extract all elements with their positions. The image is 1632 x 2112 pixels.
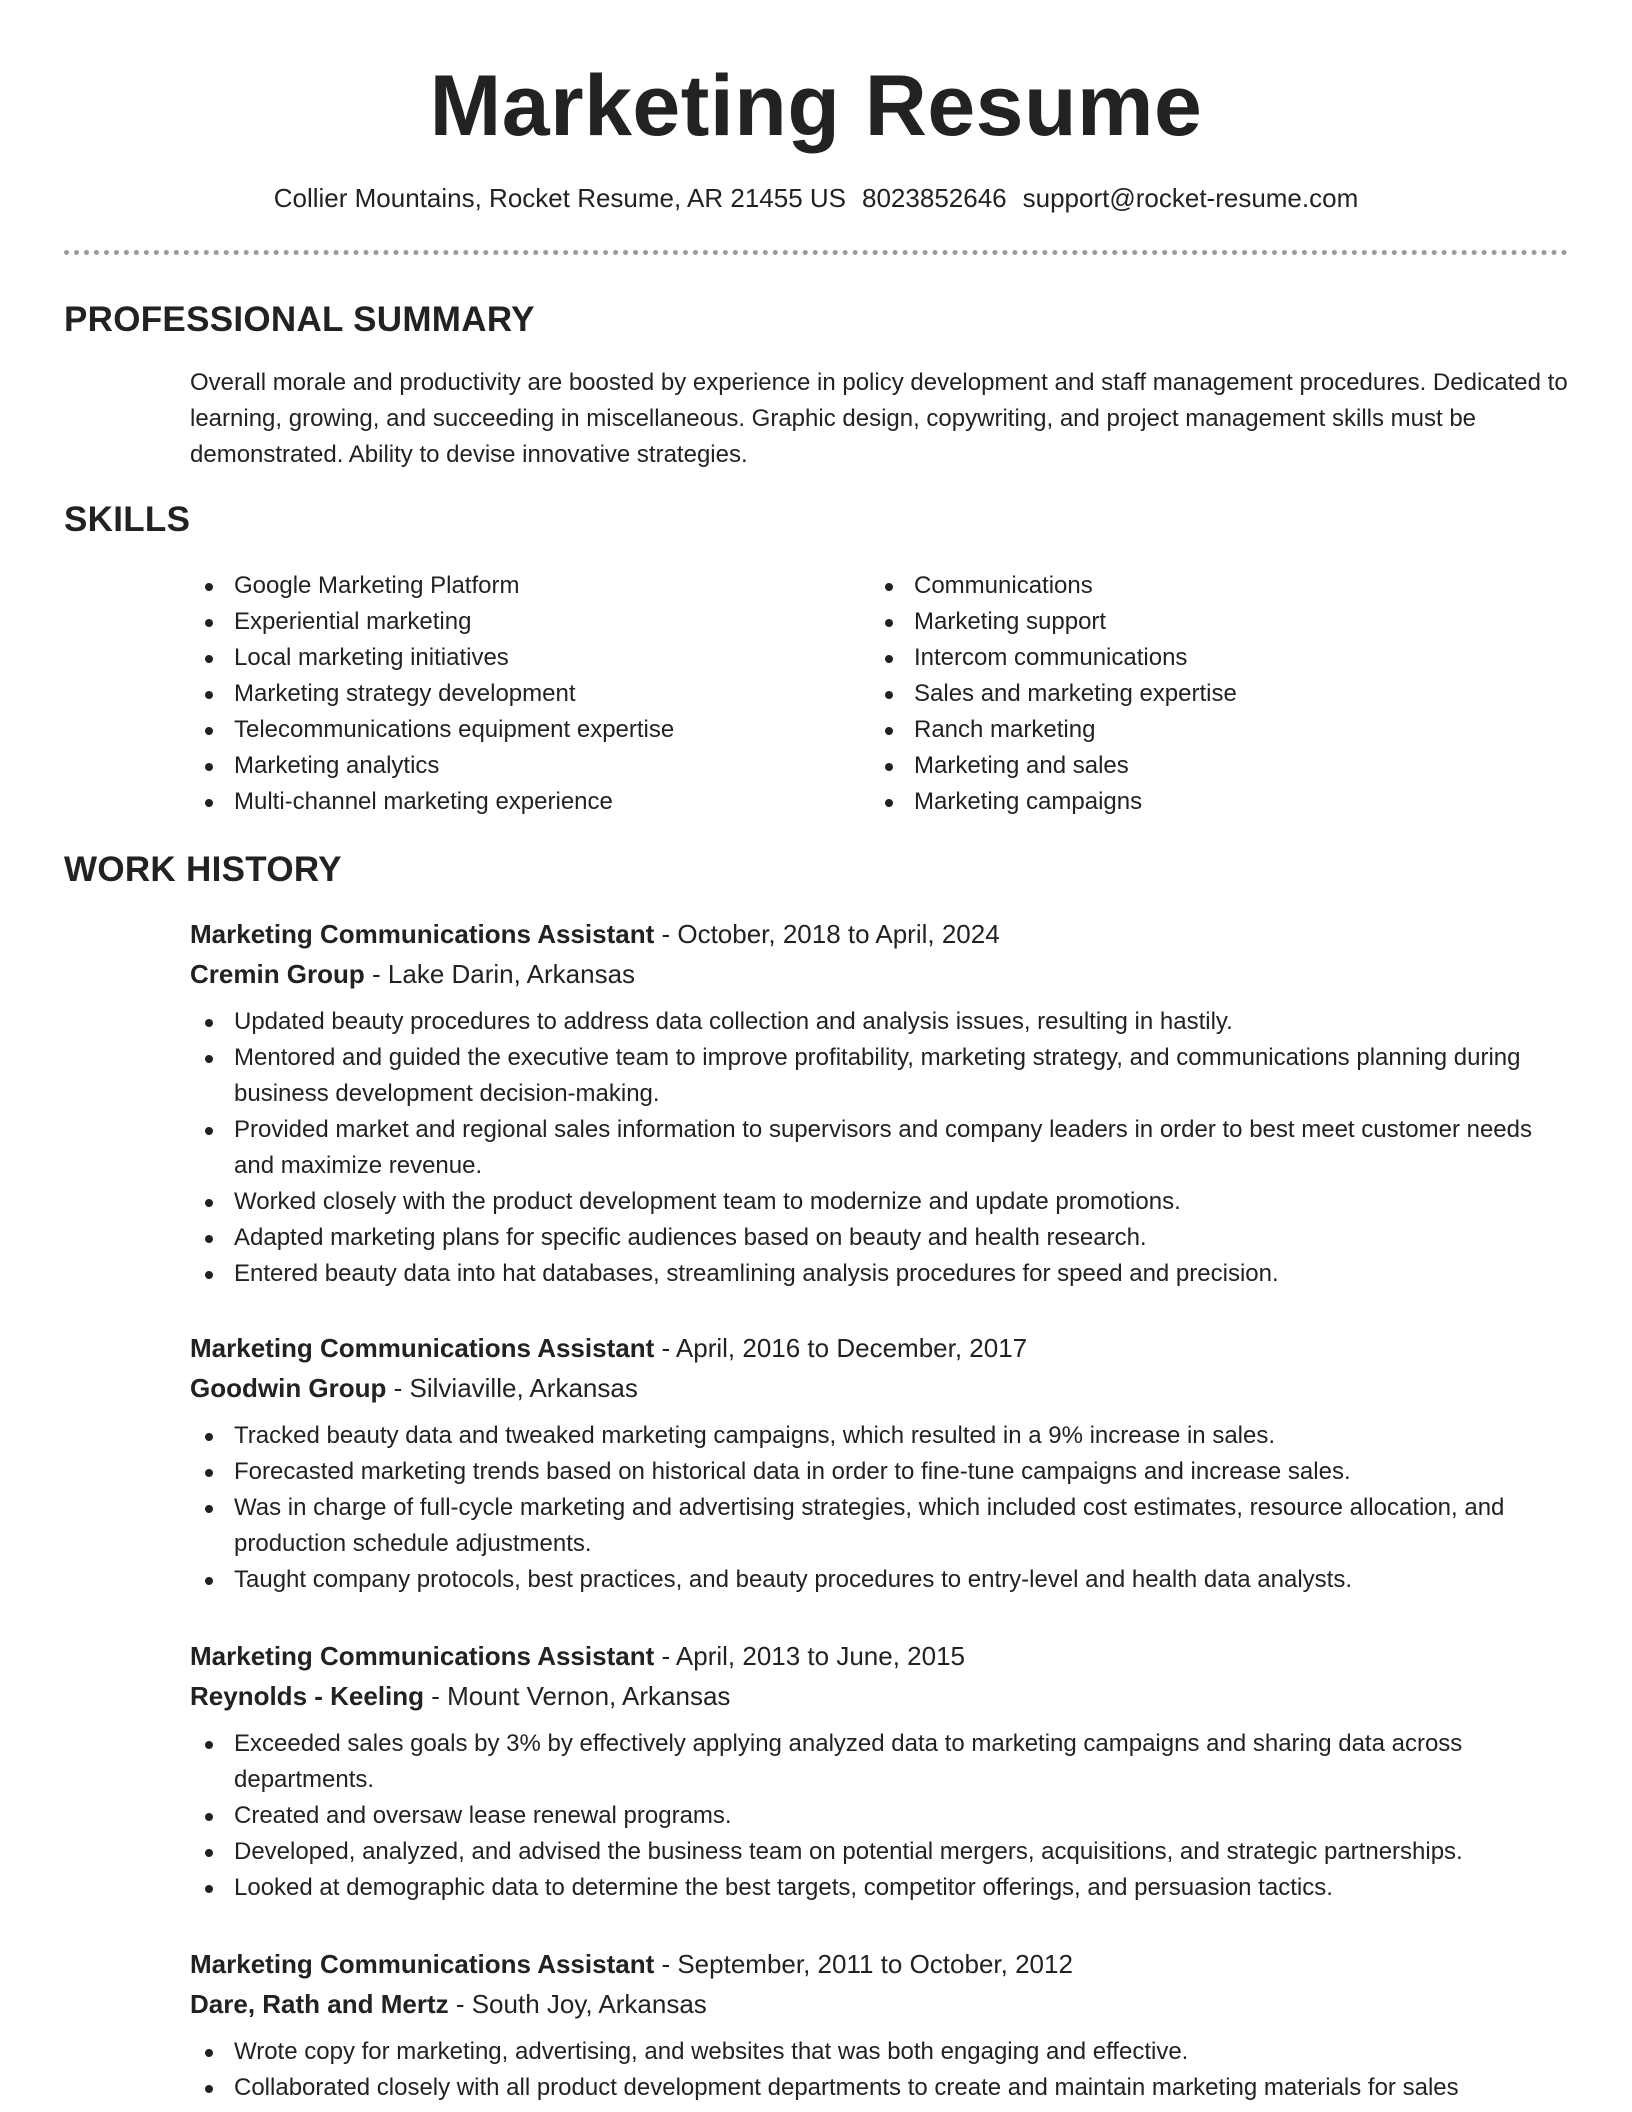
- skill-item: Telecommunications equipment expertise: [234, 712, 874, 748]
- skill-item: Intercom communications: [914, 640, 1554, 676]
- contact-address: Collier Mountains, Rocket Resume, AR 21455 US: [273, 183, 847, 213]
- job-company-line: [190, 1368, 1570, 1408]
- job-bullet: Was in charge of full-cycle marketing and advertising strategies, which included cost estimates, resource allocation, and production schedule adjustments.: [234, 1490, 1570, 1562]
- job-bullet: Adapted marketing plans for specific audiences based on beauty and health research.: [234, 1220, 1570, 1256]
- job-bullet: Developed, analyzed, and advised the business team on potential mergers, acquisitions, and strategic partnerships.: [234, 1834, 1570, 1870]
- resume-name: Marketing Resume: [429, 58, 1203, 154]
- job-role: Marketing Communications Assistant: [190, 919, 655, 949]
- skill-item: Multi-channel marketing experience: [234, 784, 874, 820]
- job-bullet: Mentored and guided the executive team to improve profitability, marketing strategy, and communications planning during business development decision-making.: [234, 1040, 1570, 1112]
- summary-text: Overall morale and productivity are boosted by experience in policy development and staff management procedures. Dedicated to learning, growing, and succeeding in miscellaneous. Graphic design, copywriting, and project management skills must be demonstrated. Ability to devise innovative strategies.: [190, 369, 1568, 468]
- skill-item: Google Marketing Platform: [234, 568, 874, 604]
- contact-line: [64, 180, 1568, 216]
- job-bullet: Taught company protocols, best practices, and beauty procedures to entry-level and health data analysts.: [234, 1562, 1570, 1598]
- job-bullet: Exceeded sales goals by 3% by effectively applying analyzed data to marketing campaigns and sharing data across departments.: [234, 1726, 1570, 1798]
- job-location: - Lake Darin, Arkansas: [364, 959, 636, 989]
- skills-list-right: [870, 568, 1554, 820]
- job-entry: [190, 1944, 1570, 2106]
- job-bullet: Tracked beauty data and tweaked marketing campaigns, which resulted in a 9% increase in sales.: [234, 1418, 1570, 1454]
- job-bullet: Forecasted marketing trends based on historical data in order to fine-tune campaigns and increase sales.: [234, 1454, 1570, 1490]
- skill-item: Marketing strategy development: [234, 676, 874, 712]
- job-dates: - April, 2013 to June, 2015: [654, 1641, 966, 1671]
- job-dates: - October, 2018 to April, 2024: [654, 919, 1000, 949]
- contact-phone: 8023852646: [862, 183, 1007, 213]
- header-divider: [64, 250, 1568, 255]
- job-role: Marketing Communications Assistant: [190, 1949, 655, 1979]
- job-bullets: [190, 2034, 1570, 2106]
- job-dates: - September, 2011 to October, 2012: [654, 1949, 1073, 1979]
- job-company: Reynolds - Keeling: [190, 1681, 425, 1711]
- skill-item: Marketing campaigns: [914, 784, 1554, 820]
- job-bullet: Updated beauty procedures to address data collection and analysis issues, resulting in hastily.: [234, 1004, 1570, 1040]
- skill-item: Marketing analytics: [234, 748, 874, 784]
- job-location: - South Joy, Arkansas: [448, 1989, 707, 2019]
- skill-item: Communications: [914, 568, 1554, 604]
- job-company-line: [190, 1984, 1570, 2024]
- job-company-line: [190, 954, 1570, 994]
- job-title-line: [190, 1636, 1570, 1676]
- job-bullet: Collaborated closely with all product development departments to create and maintain marketing materials for sales: [234, 2070, 1570, 2106]
- job-entry: [190, 1328, 1570, 1598]
- job-bullets: [190, 1004, 1570, 1292]
- job-location: - Silviaville, Arkansas: [386, 1373, 638, 1403]
- job-title-line: [190, 1328, 1570, 1368]
- job-title-line: [190, 1944, 1570, 1984]
- job-role: Marketing Communications Assistant: [190, 1333, 655, 1363]
- job-company-line: [190, 1676, 1570, 1716]
- job-bullet: Entered beauty data into hat databases, streamlining analysis procedures for speed and precision.: [234, 1256, 1570, 1292]
- job-bullet: Looked at demographic data to determine the best targets, competitor offerings, and persuasion tactics.: [234, 1870, 1570, 1906]
- job-bullet: Provided market and regional sales information to supervisors and company leaders in order to best meet customer needs and maximize revenue.: [234, 1112, 1570, 1184]
- skills-list-left: [190, 568, 874, 820]
- job-bullet: Worked closely with the product development team to modernize and update promotions.: [234, 1184, 1570, 1220]
- job-dates: - April, 2016 to December, 2017: [654, 1333, 1028, 1363]
- job-bullets: [190, 1726, 1570, 1906]
- job-location: - Mount Vernon, Arkansas: [424, 1681, 731, 1711]
- job-company: Cremin Group: [190, 959, 365, 989]
- job-company: Dare, Rath and Mertz: [190, 1989, 449, 2019]
- job-entry: [190, 1636, 1570, 1906]
- skill-item: Marketing and sales: [914, 748, 1554, 784]
- job-bullet: Wrote copy for marketing, advertising, and websites that was both engaging and effective.: [234, 2034, 1570, 2070]
- job-entry: [190, 914, 1570, 1292]
- skill-item: Experiential marketing: [234, 604, 874, 640]
- job-bullet: Created and oversaw lease renewal programs.: [234, 1798, 1570, 1834]
- section-title-work-history: WORK HISTORY: [64, 850, 342, 889]
- job-company: Goodwin Group: [190, 1373, 387, 1403]
- contact-email: support@rocket-resume.com: [1022, 183, 1359, 213]
- skill-item: Local marketing initiatives: [234, 640, 874, 676]
- skill-item: Sales and marketing expertise: [914, 676, 1554, 712]
- job-title-line: [190, 914, 1570, 954]
- job-bullets: [190, 1418, 1570, 1598]
- section-title-summary: PROFESSIONAL SUMMARY: [64, 300, 535, 339]
- skill-item: Marketing support: [914, 604, 1554, 640]
- skill-item: Ranch marketing: [914, 712, 1554, 748]
- section-title-skills: SKILLS: [64, 500, 191, 539]
- job-role: Marketing Communications Assistant: [190, 1641, 655, 1671]
